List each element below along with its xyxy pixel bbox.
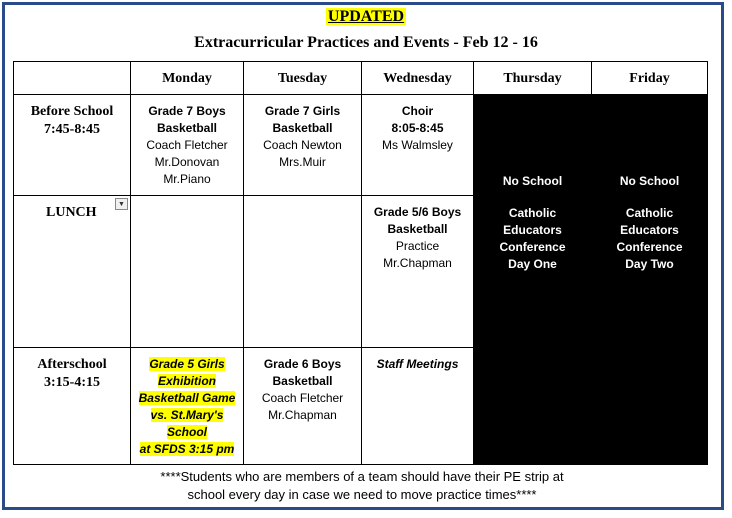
row-label-lunch: LUNCH ▼: [14, 196, 131, 348]
dropdown-arrow-icon[interactable]: ▼: [115, 198, 128, 210]
cell-after-thursday: [474, 348, 592, 465]
cell-after-tuesday: Grade 6 Boys Basketball Coach Fletcher Mr.Chapman: [244, 348, 362, 465]
thursday-status: No School: [502, 174, 563, 188]
cell-friday-closed: No School Catholic Educators Conference Day Two: [592, 95, 708, 348]
cell-before-wednesday: Choir 8:05-8:45 Ms Walmsley: [362, 95, 474, 196]
cell-after-wednesday: Staff Meetings: [362, 348, 474, 465]
header-friday: Friday: [592, 62, 708, 95]
header-monday: Monday: [131, 62, 244, 95]
cell-lunch-monday: [131, 196, 244, 348]
header-wednesday: Wednesday: [362, 62, 474, 95]
cell-lunch-wednesday: Grade 5/6 Boys Basketball Practice Mr.Chapman: [362, 196, 474, 348]
cell-after-monday: Grade 5 Girls Exhibition Basketball Game vs. St.Mary's School at SFDS 3:15 pm: [131, 348, 244, 465]
page-title: Extracurricular Practices and Events - Feb 12 - 16: [194, 34, 538, 51]
row-label-before-school: Before School 7:45-8:45: [14, 95, 131, 196]
header-tuesday: Tuesday: [244, 62, 362, 95]
cell-before-tuesday: Grade 7 Girls Basketball Coach Newton Mrs.Muir: [244, 95, 362, 196]
corner-cell: [14, 62, 131, 95]
cell-before-monday: Grade 7 Boys Basketball Coach Fletcher Mr.Donovan Mr.Piano: [131, 95, 244, 196]
row-label-afterschool: Afterschool 3:15-4:15: [14, 348, 131, 465]
friday-status: No School: [619, 174, 680, 188]
cell-thursday-closed: No School Catholic Educators Conference Day One: [474, 95, 592, 348]
schedule-table: [13, 61, 708, 465]
updated-banner: UPDATED: [327, 8, 405, 25]
cell-after-friday: [592, 348, 708, 465]
footer-note: ****Students who are members of a team should have their PE strip at school every day in case we need to move practice times****: [160, 469, 564, 502]
cell-lunch-tuesday: [244, 196, 362, 348]
header-thursday: Thursday: [474, 62, 592, 95]
